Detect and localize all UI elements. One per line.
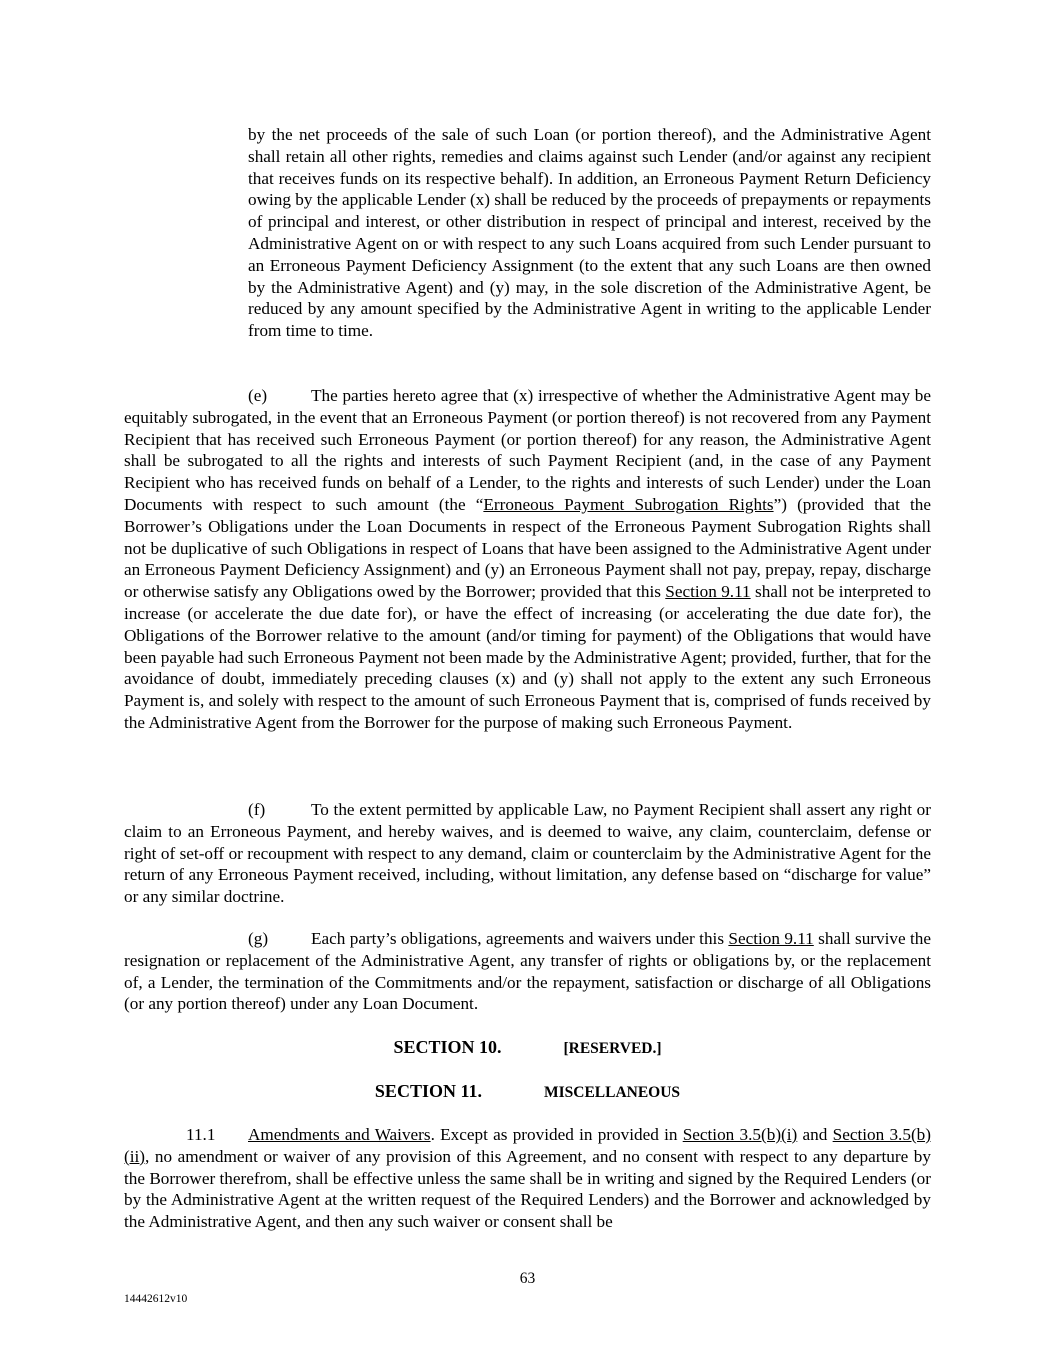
- paragraph-g-text-2: shall survive the resignation or replacement of the Administrative Agent, any transfer of rights or obligations by, or the replacement of, a Lender, the termination of the Commitments and/or the repayment, satisfaction or discharge of all Obligations (or any portion thereof) under any Loan Document.: [124, 929, 931, 1014]
- paragraph-e-label: (e): [248, 386, 268, 405]
- section-10-number: SECTION 10.: [393, 1037, 502, 1057]
- defined-term-erroneous-payment-subrogation-rights: Erroneous Payment Subrogation Rights: [483, 494, 774, 514]
- page-number: 63: [519, 1270, 536, 1287]
- paragraph-e-text-1: The parties hereto agree that (x) irrespective of whether the Administrative Agent may be equitably subrogated, in the event that an Erroneous Payment (or portion thereof) is not recovered from any Payment Recipient that has received such Erroneous Payment (or portion thereof) for any reason, the Administrative Agent shall be subrogated to all the rights and interests of such Payment Recipient (and, in the case of any Payment Recipient who has received funds on behalf of a Lender, to the rights and interests of such Lender) under the Loan Documents with respect to such amount (the “: [124, 386, 931, 514]
- paragraph-e-text-2: ”) (provided that the Borrower’s Obligations under the Loan Documents in respect of the Erroneous Payment Subrogation Rights shall not be duplicative of such Obligations in respect of Loans that have been assigned to the Administrative Agent under an Erroneous Payment Deficiency Assignment) and (y) an Erroneous Payment shall not pay, prepay, repay, discharge or otherwise satisfy any Obligations owed by the Borrower; provided that this: [124, 494, 931, 602]
- paragraph-11-1-text-3: , no amendment or waiver of any provision of this Agreement, and no consent with respect to any departure by the Borrower therefrom, shall be effective unless the same shall be in writing and signed by the Required Lenders (or by the Administrative Agent at the written request of the Required Lenders) and the Borrower and acknowledged by the Administrative Agent, and then any such waiver or consent shall be: [124, 1146, 931, 1232]
- paragraph-e-text-3: shall not be interpreted to increase (or accelerate the due date for), or have the effect of increasing (or accelerating the due date for), the Obligations of the Borrower relative to the amount (and/or timing for payment) of the Obligations that would have been payable had such Erroneous Payment not been made by the Administrative Agent; provided, further, that for the avoidance of doubt, immediately preceding clauses (x) and (y) shall not apply to the extent any such Erroneous Payment is, and solely with respect to the amount of such Erroneous Payment that is, comprised of funds received by the Administrative Agent from the Borrower for the purpose of making such Erroneous Payment.: [124, 582, 931, 732]
- paragraph-e: [124, 385, 931, 734]
- section-10-heading: [0, 1037, 1055, 1060]
- paragraph-d-continued: by the net proceeds of the sale of such Loan (or portion thereof), and the Administrative Agent shall retain all other rights, remedies and claims against such Lender (and/or against any recipient that receives funds on its respective behalf). In addition, an Erroneous Payment Return Deficiency owing by the applicable Lender (x) shall be reduced by the proceeds of prepayments or repayments of principal and interest, or other distribution in respect of principal and interest, received by the Administrative Agent on or with respect to any such Loans acquired from such Lender pursuant to an Erroneous Payment Deficiency Assignment (to the extent that any such Loans are then owned by the Administrative Agent) and (y) may, in the sole discretion of the Administrative Agent, be reduced by any amount specified by the Administrative Agent in writing to the applicable Lender from time to time.: [248, 125, 931, 341]
- document-id: 14442612v10: [124, 1293, 188, 1305]
- section-ref-9-11: Section 9.11: [728, 929, 814, 948]
- paragraph-11-1-text-1: . Except as provided in provided in: [430, 1125, 683, 1144]
- section-10-title: [RESERVED.]: [563, 1040, 662, 1057]
- paragraph-g: [124, 928, 931, 1015]
- section-ref-3-5-b-i: Section 3.5(b)(i): [682, 1125, 798, 1144]
- paragraph-11-1-text-2: and: [797, 1125, 833, 1144]
- paragraph-11-1-number: 11.1: [186, 1125, 216, 1144]
- paragraph-g-text-1: Each party’s obligations, agreements and waivers under this: [311, 929, 729, 948]
- paragraph-f-text: To the extent permitted by applicable Law, no Payment Recipient shall assert any right or claim to an Erroneous Payment, and hereby waives, and is deemed to waive, any claim, counterclaim, defense or right of set-off or recoupment with respect to any demand, claim or counterclaim by the Administrative Agent for the return of any Erroneous Payment received, including, without limitation, any defense based on “discharge for value” or any similar doctrine.: [124, 800, 931, 907]
- section-ref-9-11: Section 9.11: [665, 582, 751, 602]
- section-11-title: MISCELLANEOUS: [543, 1084, 681, 1101]
- paragraph-g-label: (g): [248, 929, 269, 948]
- section-ref-3-5-b-ii: Section 3.5(b)(ii): [124, 1125, 931, 1166]
- paragraph-f-label: (f): [248, 800, 266, 819]
- paragraph-11-1-heading: Amendments and Waivers: [248, 1125, 431, 1144]
- section-11-number: SECTION 11.: [374, 1081, 482, 1101]
- paragraph-11-1: [124, 1124, 931, 1233]
- section-11-heading: [0, 1081, 1055, 1104]
- paragraph-f: [124, 799, 931, 908]
